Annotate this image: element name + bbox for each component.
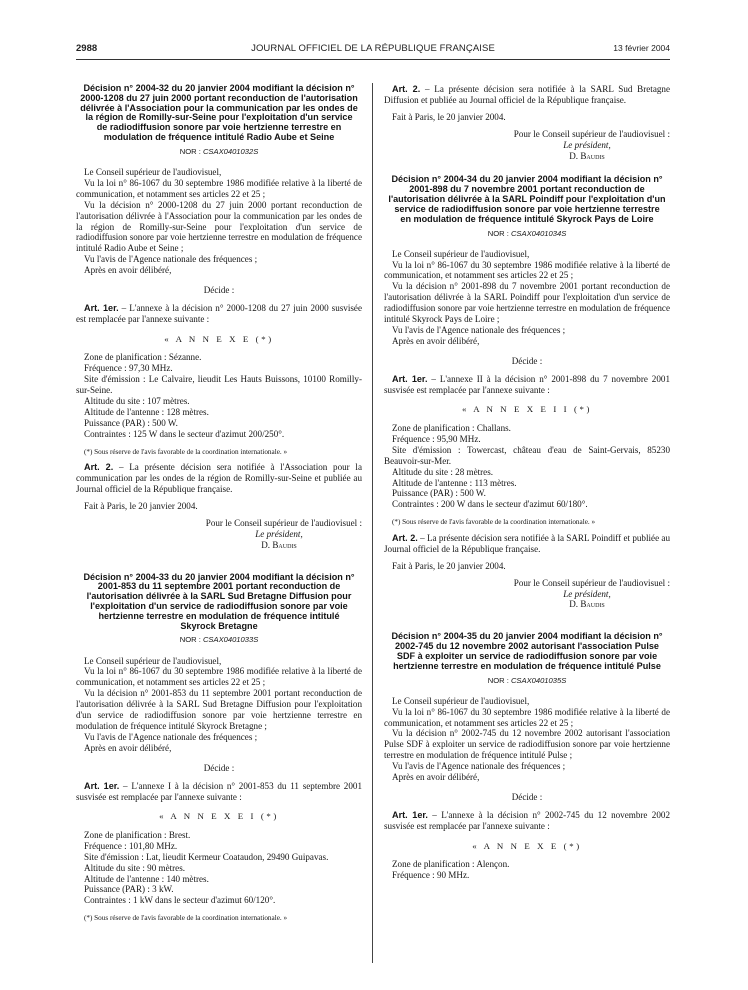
- visa-line: Vu la décision n° 2002-745 du 12 novembre 2002 autorisant l'association Pulse SDF à exploiter un service de radiodiffusion sonore par voie hertzienne terrestre en modulation de fréquence intitulé Pulse ;: [384, 728, 670, 761]
- visa-line: Après en avoir délibéré,: [84, 265, 172, 276]
- decision-title: Décision n° 2004-35 du 20 janvier 2004 modifiant la décision n° 2002-745 du 12 novembre 2002 autorisant l'association Pulse SDF à exploiter un service de radiodiffusion sonore par voie hertzienne terrestre en modulation de fréquence intitulé Pulse: [391, 631, 663, 671]
- nor-code: CSAX0401033S: [202, 635, 259, 645]
- issue-date: 13 février 2004: [613, 43, 670, 53]
- article-1: [76, 303, 362, 325]
- annex-line: Zone de planification : Brest.: [84, 829, 191, 840]
- signature-for: Pour le Conseil supérieur de l'audiovisuel :: [513, 577, 670, 588]
- decision-2004-35: [384, 632, 670, 881]
- annex-line: Puissance (PAR) : 3 kW.: [84, 884, 174, 895]
- decision-2004-34: [384, 175, 670, 610]
- decision-2004-32: [76, 84, 362, 551]
- decide-heading: Décide :: [511, 355, 543, 366]
- signature-for: Pour le Conseil supérieur de l'audiovisuel :: [205, 517, 362, 528]
- nor-reference: [76, 635, 362, 644]
- annex-line: Puissance (PAR) : 500 W.: [392, 488, 486, 499]
- decide-heading: Décide :: [203, 285, 235, 296]
- nor-reference: [76, 147, 362, 156]
- annex-line: Altitude du site : 28 mètres.: [392, 466, 494, 477]
- nor-label: NOR :: [487, 228, 509, 238]
- annex-line: Fréquence : 97,30 MHz.: [84, 363, 173, 374]
- running-head: [76, 43, 670, 57]
- visa-line: Le Conseil supérieur de l'audiovisuel,: [392, 248, 530, 259]
- visa-line: Vu la loi n° 86-1067 du 30 septembre 1986 modifiée relative à la liberté de communication, et notamment ses articles 22 et 25 ;: [384, 259, 670, 281]
- signature-name: D. Baudis: [261, 539, 297, 550]
- nor-reference: [384, 676, 670, 685]
- annex-line: Contraintes : 1 kW dans le secteur d'azimut 60/120°.: [84, 895, 276, 906]
- decision-title: Décision n° 2004-34 du 20 janvier 2004 modifiant la décision n° 2001-898 du 7 novembre 2001 portant reconduction de l'autorisation délivrée à la SARL Poindiff pour l'exploitation d'un service de radiodiffusion sonore par voie hertzienne terrestre en modulation de fréquence intitulé Skyrock Pays de Loire: [388, 174, 666, 224]
- annex-line: Altitude de l'antenne : 113 mètres.: [392, 477, 517, 488]
- annex-line: Site d'émission : Lat, lieudit Kermeur Coataudon, 29490 Guipavas.: [84, 851, 329, 862]
- footnote: (*) Sous réserve de l'avis favorable de la coordination internationale. »: [84, 447, 288, 456]
- article-2: [76, 462, 362, 495]
- signature-for: Pour le Conseil supérieur de l'audiovisuel :: [513, 128, 670, 139]
- article-label: Art. 1er.: [84, 780, 120, 791]
- visa-line: Vu l'avis de l'Agence nationale des fréquences ;: [84, 254, 258, 265]
- visa-line: Vu la loi n° 86-1067 du 30 septembre 1986 modifiée relative à la liberté de communication, et notamment ses articles 22 et 25 ;: [76, 177, 362, 199]
- annex-line: Contraintes : 125 W dans le secteur d'azimut 200/250°.: [84, 428, 285, 439]
- annex-line: Zone de planification : Alençon.: [392, 859, 510, 870]
- article-text: – La présente décision sera notifiée à la SARL Sud Bretagne Diffusion et publiée au Journal officiel de la République française.: [384, 84, 670, 105]
- visa-line: Le Conseil supérieur de l'audiovisuel,: [84, 655, 222, 666]
- annex-title: « A N N E X E I (*): [159, 811, 279, 822]
- journal-title: JOURNAL OFFICIEL DE LA RÉPUBLIQUE FRANÇAISE: [251, 43, 495, 54]
- annex-line: Zone de planification : Challans.: [392, 423, 511, 434]
- article-text: – L'annexe I à la décision n° 2001-853 du 11 septembre 2001 susvisée est remplacée par l'annexe suivante :: [76, 780, 362, 802]
- nor-reference: [384, 229, 670, 238]
- article-label: Art. 1er.: [392, 373, 428, 384]
- visa-line: Vu la décision n° 2000-1208 du 27 juin 2000 portant reconduction de l'autorisation délivrée à l'Association pour la communication par les ondes de la région de Romilly-sur-Seine pour l'exploitation d'un service de radiodiffusion sonore par voie hertzienne terrestre en modulation de fréquence intitulé Radio Aube et Seine ;: [76, 199, 362, 254]
- visa-line: Vu l'avis de l'Agence nationale des fréquences ;: [84, 731, 258, 742]
- signature-name: D. Baudis: [569, 150, 605, 161]
- signature-role: Le président,: [563, 139, 611, 150]
- visa-line: Vu la décision n° 2001-853 du 11 septembre 2001 portant reconduction de l'autorisation délivrée à la SARL Sud Bretagne Diffusion pour l'exploitation d'un service de radiodiffusion sonore par voie hertzienne terrestre en modulation de fréquence intitulé Skyrock Bretagne ;: [76, 688, 362, 731]
- article-text: – La présente décision sera notifiée à la SARL Poindiff et publiée au Journal officiel de la République française.: [384, 532, 670, 554]
- annex-line: Contraintes : 200 W dans le secteur d'azimut 60/180°.: [392, 499, 588, 510]
- nor-label: NOR :: [487, 675, 509, 685]
- annex-line: Fréquence : 101,80 MHz.: [84, 840, 178, 851]
- annex-line: Site d'émission : Le Calvaire, lieudit Les Hauts Buissons, 10100 Romilly-sur-Seine.: [76, 374, 362, 396]
- nor-label: NOR :: [179, 146, 201, 156]
- article-label: Art. 2.: [84, 462, 114, 473]
- annex-line: Altitude de l'antenne : 128 mètres.: [84, 406, 209, 417]
- article-text: – L'annexe à la décision n° 2002-745 du 12 novembre 2002 susvisée est remplacée par l'annexe suivante :: [384, 809, 670, 831]
- annex-line: Site d'émission : Towercast, château d'eau de Saint-Gervais, 85230 Beauvoir-sur-Mer.: [384, 444, 670, 466]
- header-rule: [76, 59, 670, 60]
- left-column: [76, 84, 362, 945]
- nor-code: CSAX0401032S: [202, 146, 259, 156]
- article-label: Art. 1er.: [84, 302, 119, 313]
- signature-role: Le président,: [563, 588, 611, 599]
- column-divider: [372, 83, 373, 963]
- visa-line: Vu l'avis de l'Agence nationale des fréquences ;: [392, 761, 566, 772]
- footnote: (*) Sous réserve de l'avis favorable de la coordination internationale. »: [392, 518, 596, 527]
- annex-line: Fréquence : 95,90 MHz.: [392, 433, 481, 444]
- nor-label: NOR :: [179, 635, 201, 645]
- annex-line: Fréquence : 90 MHz.: [392, 870, 470, 881]
- visa-line: Vu l'avis de l'Agence nationale des fréquences ;: [392, 324, 566, 335]
- footnote: (*) Sous réserve de l'avis favorable de la coordination internationale. »: [84, 914, 288, 923]
- article-text: – La présente décision sera notifiée à l'Association pour la communication par les ondes de la région de Romilly-sur-Seine et publiée au Journal officiel de la République française.: [76, 462, 362, 495]
- place-date: Fait à Paris, le 20 janvier 2004.: [392, 560, 506, 571]
- signature-role: Le président,: [255, 528, 303, 539]
- decision-2004-33: [76, 573, 362, 923]
- signature-name: D. Baudis: [569, 599, 605, 610]
- nor-code: CSAX0401034S: [510, 228, 567, 238]
- annex-title: « A N N E X E I I (*): [461, 404, 593, 415]
- article-label: Art. 2.: [392, 84, 421, 94]
- page-number: 2988: [76, 43, 98, 54]
- article-text: – L'annexe à la décision n° 2000-1208 du 27 juin 2000 susvisée est remplacée par l'annexe suivante :: [76, 302, 362, 324]
- article-label: Art. 1er.: [392, 809, 428, 820]
- annex-title: « A N N E X E (*): [164, 333, 274, 344]
- annex-line: Altitude du site : 90 mètres.: [84, 862, 186, 873]
- article-1: [76, 781, 362, 803]
- annex-line: Altitude du site : 107 mètres.: [84, 395, 190, 406]
- article-1: [384, 374, 670, 396]
- decision-2004-33-continued: [384, 84, 670, 161]
- visa-line: Le Conseil supérieur de l'audiovisuel,: [392, 695, 530, 706]
- place-date: Fait à Paris, le 20 janvier 2004.: [84, 500, 198, 511]
- article-text: – L'annexe II à la décision n° 2001-898 du 7 novembre 2001 susvisée est remplacée par l'annexe suivante :: [384, 373, 670, 395]
- article-2: [384, 84, 670, 106]
- decision-title: Décision n° 2004-33 du 20 janvier 2004 modifiant la décision n° 2001-853 du 11 septembre 2001 portant reconduction de l'autorisation délivrée à la SARL Sud Bretagne Diffusion pour l'exploitation d'un service de radiodiffusion sonore par voie hertzienne terrestre en modulation de fréquence intitulé Skyrock Bretagne: [83, 571, 355, 631]
- article-label: Art. 2.: [392, 532, 418, 543]
- annex-line: Altitude de l'antenne : 140 mètres.: [84, 873, 209, 884]
- decide-heading: Décide :: [203, 762, 235, 773]
- article-1: [384, 810, 670, 832]
- visa-line: Vu la décision n° 2001-898 du 7 novembre 2001 portant reconduction de l'autorisation délivrée à la SARL Poindiff pour l'exploitation d'un service de radiodiffusion sonore par voie hertzienne terrestre en modulation de fréquence intitulé Skyrock Pays de Loire ;: [384, 281, 670, 325]
- visa-line: Vu la loi n° 86-1067 du 30 septembre 1986 modifiée relative à la liberté de communication, et notamment ses articles 22 et 25 ;: [384, 706, 670, 728]
- place-date: Fait à Paris, le 20 janvier 2004.: [392, 111, 506, 122]
- right-column: [384, 84, 670, 903]
- visa-line: Après en avoir délibéré,: [392, 772, 480, 783]
- decision-title: Décision n° 2004-32 du 20 janvier 2004 modifiant la décision n° 2000-1208 du 27 juin 2000 portant reconduction de l'autorisation délivrée à l'Association pour la communication par les ondes de la région de Romilly-sur-Seine pour l'exploitation d'un service de radiodiffusion sonore par voie hertzienne terrestre en modulation de fréquence intitulé Radio Aube et Seine: [80, 83, 358, 143]
- annex-line: Zone de planification : Sézanne.: [84, 352, 202, 363]
- article-2: [384, 533, 670, 555]
- visa-line: Vu la loi n° 86-1067 du 30 septembre 1986 modifiée relative à la liberté de communication, et notamment ses articles 22 et 25 ;: [76, 666, 362, 688]
- visa-line: Après en avoir délibéré,: [392, 335, 480, 346]
- visa-line: Le Conseil supérieur de l'audiovisuel,: [84, 166, 222, 177]
- visa-line: Après en avoir délibéré,: [84, 742, 172, 753]
- annex-line: Puissance (PAR) : 500 W.: [84, 417, 178, 428]
- decide-heading: Décide :: [511, 791, 543, 802]
- nor-code: CSAX0401035S: [510, 675, 567, 685]
- annex-title: « A N N E X E (*): [472, 840, 582, 851]
